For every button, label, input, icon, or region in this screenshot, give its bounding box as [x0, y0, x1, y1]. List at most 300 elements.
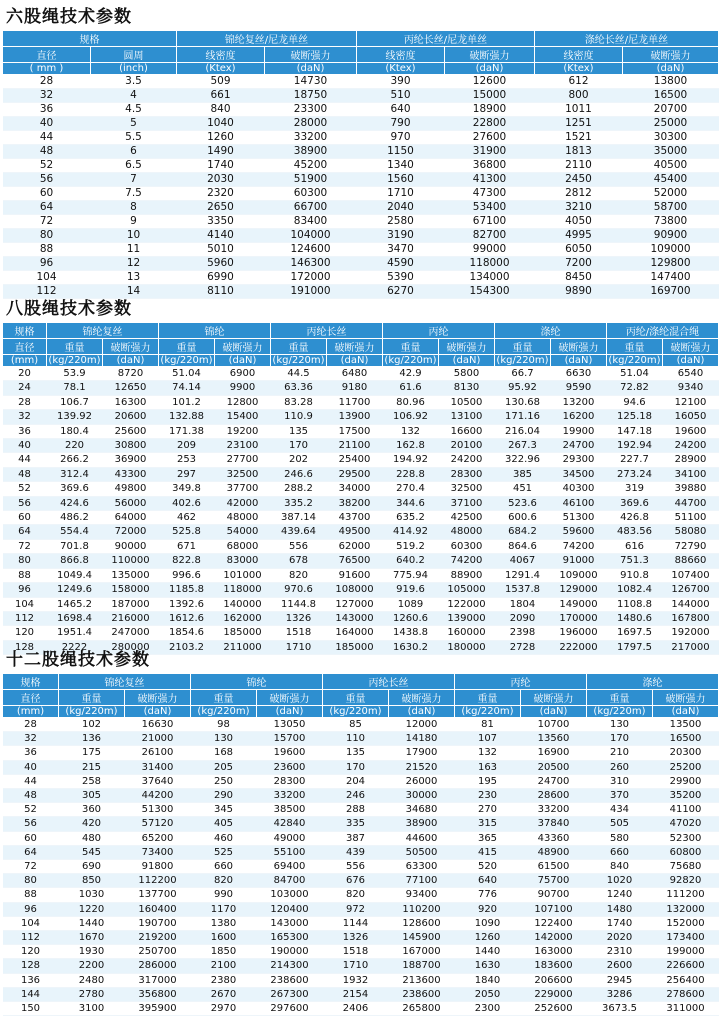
table-cell: 580 [587, 831, 653, 845]
table-cell: 297600 [257, 1002, 323, 1016]
table-cell: 1291.4 [495, 568, 551, 582]
table-cell: 112200 [125, 874, 191, 888]
table-cell: 48000 [215, 511, 271, 525]
cell-diameter: 36 [3, 746, 59, 760]
table-cell: 135000 [103, 568, 159, 582]
table-cell: 390 [357, 75, 445, 89]
unit-dan: (daN) [215, 355, 271, 367]
table-cell: 2406 [323, 1002, 389, 1016]
table-cell: 9900 [215, 381, 271, 395]
table-cell: 556 [323, 860, 389, 874]
table-cell: 20600 [103, 410, 159, 424]
table-cell: 1440 [455, 945, 521, 959]
unit-kg-per-220m: (kg/220m) [455, 706, 521, 718]
table-row [3, 117, 719, 131]
table-cell: 135 [271, 424, 327, 438]
table-cell: 387.14 [271, 511, 327, 525]
header-group-nylon-multifilament: 锦纶复丝 [47, 323, 159, 339]
table-cell: 17900 [389, 746, 455, 760]
table-cell: 2040 [357, 201, 445, 215]
table-cell: 59600 [551, 525, 607, 539]
table-cell: 10700 [521, 718, 587, 732]
table-cell: 154300 [445, 285, 535, 299]
table-cell: 19600 [663, 424, 719, 438]
cell-diameter: 28 [3, 395, 47, 409]
table-cell: 101000 [215, 568, 271, 582]
table-row [3, 410, 719, 424]
table-cell: 109000 [623, 243, 719, 257]
table-cell: 62000 [327, 539, 383, 553]
twelve-strand-title: 十二股绳技术参数 [6, 650, 150, 670]
table-cell: 51.04 [607, 367, 663, 381]
table-cell: 820 [191, 874, 257, 888]
table-cell: 1440 [59, 916, 125, 930]
six-strand-rows [3, 75, 719, 299]
cell-diameter: 120 [3, 626, 47, 640]
table-cell: 238600 [389, 987, 455, 1001]
table-cell: 676 [323, 874, 389, 888]
table-cell: 2222 [47, 640, 103, 654]
table-cell: 146300 [265, 257, 357, 271]
cell-diameter: 40 [3, 760, 59, 774]
table-row [3, 482, 719, 496]
table-cell: 53400 [445, 201, 535, 215]
table-cell: 82700 [445, 229, 535, 243]
unit-kg-per-220m: (kg/220m) [48, 355, 101, 366]
table-cell: 9 [91, 215, 177, 229]
table-cell: 640.2 [383, 554, 439, 568]
table-cell: 135 [323, 746, 389, 760]
table-cell: 48000 [439, 525, 495, 539]
table-cell: 199000 [653, 945, 719, 959]
header-breaking-strength: 破断强力 [623, 47, 719, 63]
table-cell: 83000 [215, 554, 271, 568]
table-cell: 42840 [257, 817, 323, 831]
table-cell: 125.18 [607, 410, 663, 424]
table-cell: 7.5 [91, 187, 177, 201]
table-cell: 2380 [191, 973, 257, 987]
cell-diameter: 56 [3, 817, 59, 831]
table-row [3, 1002, 719, 1016]
table-cell: 2650 [177, 201, 265, 215]
header-weight: 重量 [383, 339, 439, 355]
table-cell: 3100 [59, 1002, 125, 1016]
table-cell: 188700 [389, 959, 455, 973]
table-cell: 460 [191, 831, 257, 845]
header-breaking-strength: 破断强力 [103, 339, 159, 355]
table-cell: 1740 [587, 916, 653, 930]
table-cell: 2020 [587, 931, 653, 945]
table-cell: 51.04 [159, 367, 215, 381]
cell-diameter: 72 [3, 539, 47, 553]
table-cell: 402.6 [159, 496, 215, 510]
cell-diameter: 144 [3, 987, 59, 1001]
table-cell: 64000 [103, 511, 159, 525]
table-cell: 38200 [327, 496, 383, 510]
table-cell: 180.4 [47, 424, 103, 438]
table-cell: 278600 [653, 987, 719, 1001]
table-row [3, 789, 719, 803]
table-cell: 164000 [327, 626, 383, 640]
table-cell: 27600 [445, 131, 535, 145]
table-cell: 250 [191, 774, 257, 788]
table-cell: 970.6 [271, 583, 327, 597]
table-cell: 40500 [623, 159, 719, 173]
table-cell: 510 [357, 89, 445, 103]
table-cell: 28600 [521, 789, 587, 803]
table-cell: 12 [91, 257, 177, 271]
table-cell: 2812 [535, 187, 623, 201]
table-cell: 40300 [551, 482, 607, 496]
table-cell: 13900 [327, 410, 383, 424]
table-cell: 160000 [439, 626, 495, 640]
table-row [3, 367, 719, 381]
table-cell: 2103.2 [159, 640, 215, 654]
table-cell: 790 [357, 117, 445, 131]
table-row [3, 959, 719, 973]
table-cell: 19600 [257, 746, 323, 760]
table-cell: 37840 [521, 817, 587, 831]
table-row [3, 931, 719, 945]
cell-diameter: 88 [3, 888, 59, 902]
table-cell: 970 [357, 131, 445, 145]
table-cell: 16630 [125, 718, 191, 732]
table-cell: 48900 [521, 845, 587, 859]
table-cell: 27700 [215, 453, 271, 467]
table-cell: 864.6 [495, 539, 551, 553]
table-cell: 19200 [215, 424, 271, 438]
table-cell: 49500 [327, 525, 383, 539]
table-cell: 270 [455, 803, 521, 817]
table-cell: 671 [159, 539, 215, 553]
table-cell: 74.14 [159, 381, 215, 395]
table-cell: 204 [323, 774, 389, 788]
header-group-nylon-filament: 锦纶复丝/尼龙单丝 [177, 31, 357, 47]
table-cell: 635.2 [383, 511, 439, 525]
table-cell: 43300 [103, 467, 159, 481]
table-cell: 93400 [389, 888, 455, 902]
header-breaking-strength: 破断强力 [327, 339, 383, 355]
table-cell: 80.96 [383, 395, 439, 409]
table-cell: 7 [91, 173, 177, 187]
table-cell: 250700 [125, 945, 191, 959]
table-cell: 1740 [177, 159, 265, 173]
cell-diameter: 120 [3, 945, 59, 959]
cell-diameter: 112 [3, 611, 47, 625]
header-circumference: 圆周 [91, 47, 177, 63]
table-cell: 840 [587, 860, 653, 874]
table-cell: 451 [495, 482, 551, 496]
cell-diameter: 20 [3, 367, 47, 381]
table-cell: 1480 [587, 902, 653, 916]
table-cell: 72790 [663, 539, 719, 553]
cell-diameter: 32 [3, 732, 59, 746]
unit-dan: (daN) [653, 706, 719, 718]
table-cell: 16500 [623, 89, 719, 103]
table-cell: 102 [59, 718, 125, 732]
table-cell: 1840 [455, 973, 521, 987]
table-cell: 95.92 [495, 381, 551, 395]
table-cell: 1249.6 [47, 583, 103, 597]
table-cell: 30000 [389, 789, 455, 803]
table-row [3, 173, 719, 187]
table-cell: 1465.2 [47, 597, 103, 611]
table-cell: 1612.6 [159, 611, 215, 625]
table-row [3, 525, 719, 539]
table-cell: 8 [91, 201, 177, 215]
table-cell: 15000 [445, 89, 535, 103]
table-cell: 776 [455, 888, 521, 902]
table-cell: 137700 [125, 888, 191, 902]
table-cell: 109000 [551, 568, 607, 582]
table-cell: 616 [607, 539, 663, 553]
table-cell: 270.4 [383, 482, 439, 496]
header-weight: 重量 [47, 339, 103, 355]
table-cell: 21520 [389, 760, 455, 774]
header-group-polyester: 涤纶 [587, 674, 719, 690]
table-cell: 33200 [521, 803, 587, 817]
table-cell: 17500 [327, 424, 383, 438]
table-cell: 194.92 [383, 453, 439, 467]
table-cell: 840 [177, 103, 265, 117]
table-cell: 35200 [653, 789, 719, 803]
table-cell: 63.36 [271, 381, 327, 395]
table-cell: 52000 [623, 187, 719, 201]
header-breaking-strength: 破断强力 [663, 339, 719, 355]
table-cell: 18900 [445, 103, 535, 117]
cell-diameter: 48 [3, 789, 59, 803]
table-cell: 344.6 [383, 496, 439, 510]
cell-diameter: 104 [3, 916, 59, 930]
table-cell: 820 [323, 888, 389, 902]
table-cell: 158000 [103, 583, 159, 597]
header-breaking-strength: 破断强力 [125, 690, 191, 706]
table-cell: 434 [587, 803, 653, 817]
unit-dan: (daN) [445, 63, 535, 75]
table-cell: 46100 [551, 496, 607, 510]
table-cell: 44.5 [271, 367, 327, 381]
table-cell: 1144 [323, 916, 389, 930]
table-cell: 267300 [257, 987, 323, 1001]
eight-strand-section [0, 296, 720, 655]
table-cell: 88900 [439, 568, 495, 582]
table-cell: 24200 [439, 453, 495, 467]
table-cell: 68000 [215, 539, 271, 553]
cell-diameter: 88 [3, 568, 47, 582]
table-cell: 132000 [653, 902, 719, 916]
table-cell: 920 [455, 902, 521, 916]
table-cell: 2320 [177, 187, 265, 201]
cell-diameter: 104 [3, 271, 91, 285]
cell-diameter: 96 [3, 257, 91, 271]
table-cell: 126700 [663, 583, 719, 597]
table-cell: 305 [59, 789, 125, 803]
table-cell: 6900 [215, 367, 271, 381]
table-cell: 160400 [125, 902, 191, 916]
table-row [3, 902, 719, 916]
table-cell: 139000 [439, 611, 495, 625]
table-cell: 47020 [653, 817, 719, 831]
header-weight: 重量 [587, 690, 653, 706]
table-cell: 13 [91, 271, 177, 285]
header-group-pp-polyester-mix: 丙纶/涤纶混合绳 [607, 323, 719, 339]
table-cell: 1537.8 [495, 583, 551, 597]
table-cell: 106.7 [47, 395, 103, 409]
unit-dan: (daN) [125, 706, 191, 718]
table-cell: 246 [323, 789, 389, 803]
table-cell: 37100 [439, 496, 495, 510]
table-row [3, 131, 719, 145]
eight-strand-table [2, 322, 719, 655]
table-cell: 23100 [215, 439, 271, 453]
header-breaking-strength: 破断强力 [439, 339, 495, 355]
unit-dan: (daN) [551, 355, 607, 367]
cell-diameter: 36 [3, 103, 91, 117]
table-cell: 49000 [257, 831, 323, 845]
table-cell: 168 [191, 746, 257, 760]
table-row [3, 424, 719, 438]
table-cell: 385 [495, 467, 551, 481]
table-cell: 1089 [383, 597, 439, 611]
header-breaking-strength: 破断强力 [265, 47, 357, 63]
table-cell: 16200 [551, 410, 607, 424]
header-breaking-strength: 破断强力 [653, 690, 719, 706]
table-cell: 1480.6 [607, 611, 663, 625]
table-row [3, 916, 719, 930]
table-cell: 2670 [191, 987, 257, 1001]
table-cell: 640 [455, 874, 521, 888]
table-cell: 2090 [495, 611, 551, 625]
table-cell: 47300 [445, 187, 535, 201]
table-cell: 972 [323, 902, 389, 916]
table-cell: 1854.6 [159, 626, 215, 640]
table-cell: 33200 [265, 131, 357, 145]
table-cell: 30800 [103, 439, 159, 453]
table-cell: 1260 [177, 131, 265, 145]
header-weight: 重量 [607, 339, 663, 355]
table-row [3, 381, 719, 395]
table-cell: 25200 [653, 760, 719, 774]
table-cell: 919.6 [383, 583, 439, 597]
table-cell: 132.88 [159, 410, 215, 424]
table-cell: 2110 [535, 159, 623, 173]
table-cell: 217000 [663, 640, 719, 654]
table-cell: 12100 [663, 395, 719, 409]
header-group-pp: 丙纶 [455, 674, 587, 690]
table-cell: 850 [59, 874, 125, 888]
table-cell: 28900 [663, 453, 719, 467]
table-cell: 88660 [663, 554, 719, 568]
table-cell: 205 [191, 760, 257, 774]
table-cell: 92820 [653, 874, 719, 888]
table-cell: 144000 [663, 597, 719, 611]
table-cell: 1340 [357, 159, 445, 173]
table-row [3, 888, 719, 902]
table-cell: 76500 [327, 554, 383, 568]
table-cell: 5 [91, 117, 177, 131]
cell-diameter: 44 [3, 453, 47, 467]
table-cell: 387 [323, 831, 389, 845]
header-weight: 重量 [59, 690, 125, 706]
table-cell: 1930 [59, 945, 125, 959]
table-cell: 26000 [389, 774, 455, 788]
unit-dan: (daN) [389, 706, 455, 718]
eight-strand-rows [3, 367, 719, 655]
cell-diameter: 80 [3, 554, 47, 568]
table-cell: 11 [91, 243, 177, 257]
unit-ktex: (Ktex) [357, 63, 445, 75]
table-cell: 66.7 [495, 367, 551, 381]
table-cell: 55100 [257, 845, 323, 859]
table-cell: 2030 [177, 173, 265, 187]
table-cell: 1185.8 [159, 583, 215, 597]
cell-diameter: 64 [3, 845, 59, 859]
table-cell: 25600 [103, 424, 159, 438]
table-cell: 51300 [551, 511, 607, 525]
table-cell: 238600 [257, 973, 323, 987]
cell-diameter: 150 [3, 1002, 59, 1016]
table-cell: 1170 [191, 902, 257, 916]
table-cell: 44600 [389, 831, 455, 845]
table-cell: 57120 [125, 817, 191, 831]
table-cell: 11700 [327, 395, 383, 409]
table-cell: 98 [191, 718, 257, 732]
table-cell: 90000 [103, 539, 159, 553]
table-cell: 1850 [191, 945, 257, 959]
header-breaking-strength: 破断强力 [521, 690, 587, 706]
table-cell: 1108.8 [607, 597, 663, 611]
table-cell: 990 [191, 888, 257, 902]
table-cell: 439.64 [271, 525, 327, 539]
table-cell: 77100 [389, 874, 455, 888]
unit-dan: (daN) [521, 706, 587, 718]
table-cell: 28000 [265, 117, 357, 131]
table-cell: 196000 [551, 626, 607, 640]
table-row [3, 554, 719, 568]
table-cell: 78.1 [47, 381, 103, 395]
table-cell: 145900 [389, 931, 455, 945]
table-cell: 13050 [257, 718, 323, 732]
table-row [3, 257, 719, 271]
cell-diameter: 56 [3, 173, 91, 187]
table-cell: 33200 [257, 789, 323, 803]
header-spec: 规格 [3, 31, 177, 47]
table-cell: 42.9 [383, 367, 439, 381]
table-cell: 10 [91, 229, 177, 243]
table-cell: 3350 [177, 215, 265, 229]
table-row [3, 874, 719, 888]
cell-diameter: 24 [3, 381, 47, 395]
table-cell: 16900 [521, 746, 587, 760]
table-cell: 5390 [357, 271, 445, 285]
table-cell: 1630.2 [383, 640, 439, 654]
table-cell: 1521 [535, 131, 623, 145]
table-cell: 1030 [59, 888, 125, 902]
table-cell: 45200 [265, 159, 357, 173]
table-cell: 219200 [125, 931, 191, 945]
header-weight: 重量 [191, 690, 257, 706]
table-cell: 13500 [653, 718, 719, 732]
table-cell: 73800 [623, 215, 719, 229]
table-cell: 16300 [103, 395, 159, 409]
table-cell: 38500 [257, 803, 323, 817]
unit-dan: (daN) [623, 63, 719, 75]
table-cell: 7200 [535, 257, 623, 271]
table-cell: 25400 [327, 453, 383, 467]
table-cell: 1049.4 [47, 568, 103, 582]
table-cell: 51300 [125, 803, 191, 817]
table-cell: 486.2 [47, 511, 103, 525]
